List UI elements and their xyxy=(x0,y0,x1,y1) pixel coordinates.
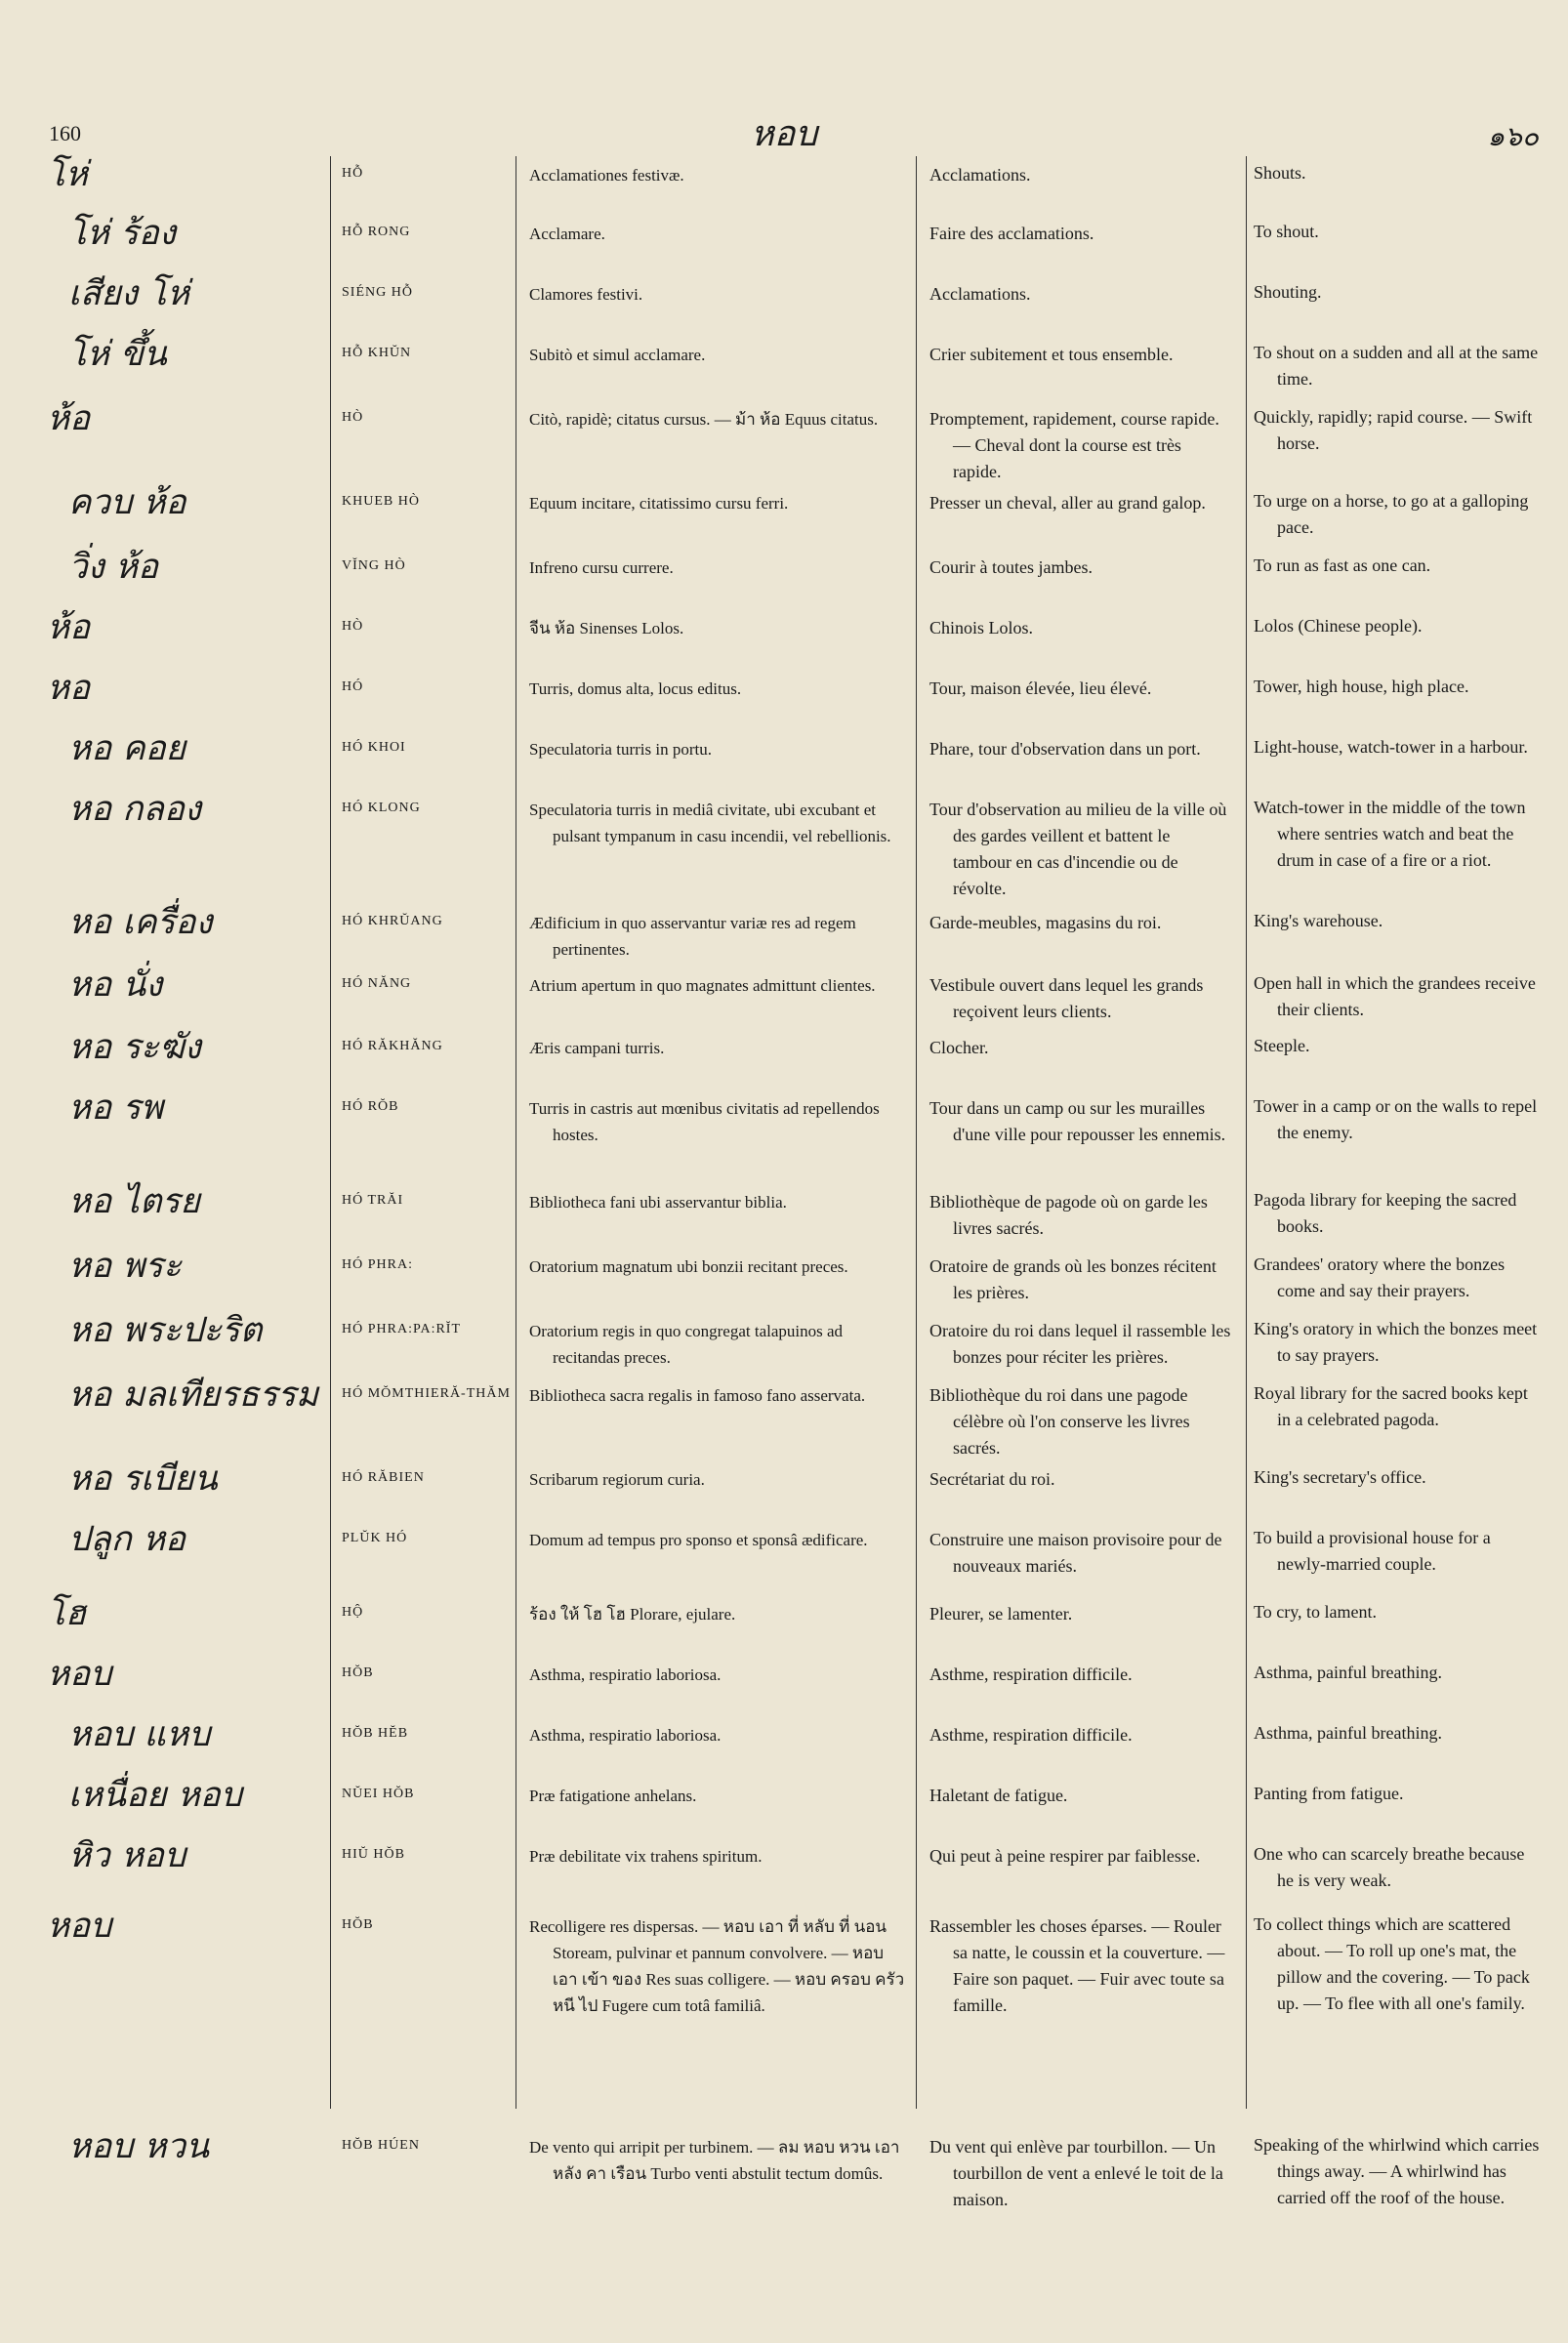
entry-latin-definition: Bibliotheca fani ubi asservantur biblia. xyxy=(529,1193,787,1212)
entry-latin-definition: Acclamationes festivæ. xyxy=(529,166,684,185)
entry-thai-headword: หอบ หวน xyxy=(68,2127,210,2166)
entry-latin-definition: Bibliotheca sacra regalis in famoso fano asservata. xyxy=(529,1386,866,1405)
dictionary-entry xyxy=(0,1646,1568,1706)
entry-latin-definition: Præ fatigatione anhelans. xyxy=(529,1787,697,1805)
entry-latin-definition: ร้อง ให้ โฮ โฮ Plorare, ejulare. xyxy=(529,1605,736,1624)
entry-thai-headword: หิว หอบ xyxy=(68,1836,186,1875)
entry-french-definition: Du vent qui enlève par tourbillon. — Un tourbillon de vent a enlevé le toit de la maison. xyxy=(929,2137,1223,2209)
entry-english-definition: Panting from fatigue. xyxy=(1254,1784,1404,1803)
entry-romanization: HÒ xyxy=(342,619,364,634)
entry-latin-definition: Speculatoria turris in mediâ civitate, ubi excubant et pulsant tympanum in casu incendii, vel rebellionis. xyxy=(529,801,891,845)
entry-english-definition: Tower, high house, high place. xyxy=(1254,677,1469,696)
entry-thai-headword: หอ พระปะริต xyxy=(68,1311,263,1350)
entry-thai-headword: ห้อ xyxy=(47,608,91,647)
entry-latin-definition: Turris in castris aut mœnibus civitatis ad repellendos hostes. xyxy=(529,1099,880,1144)
entry-french-definition: Chinois Lolos. xyxy=(929,618,1034,637)
entry-latin-definition: Clamores festivi. xyxy=(529,285,643,304)
dictionary-entry xyxy=(0,1302,1568,1367)
entry-french-definition: Faire des acclamations. xyxy=(929,224,1094,243)
page-number-thai: ๑๖๐ xyxy=(1487,120,1539,152)
dictionary-entry xyxy=(0,720,1568,781)
entry-french-definition: Tour dans un camp ou sur les murailles d'une ville pour repousser les ennemis. xyxy=(929,1098,1226,1144)
running-headword: หอบ xyxy=(750,114,818,154)
entry-english-definition: King's oratory in which the bonzes meet to say prayers. xyxy=(1254,1319,1538,1365)
dictionary-entry xyxy=(0,1451,1568,1511)
entry-thai-headword: หอ ไตรย xyxy=(68,1182,200,1221)
entry-thai-headword: โห่ ร้อง xyxy=(68,214,176,253)
page-number: 160 xyxy=(49,121,81,145)
entry-latin-definition: Citò, rapidè; citatus cursus. — ม้า ห้อ Equus citatus. xyxy=(529,410,879,429)
dictionary-entry xyxy=(0,1585,1568,1646)
dictionary-entry xyxy=(0,205,1568,266)
entry-french-definition: Tour d'observation au milieu de la ville où des gardes veillent et battent le tambour en cas d'incendie ou de révolte. xyxy=(929,800,1227,898)
entry-list xyxy=(0,146,1568,2232)
entry-latin-definition: Oratorium magnatum ubi bonzii recitant preces. xyxy=(529,1257,848,1276)
dictionary-entry xyxy=(0,146,1568,205)
entry-english-definition: To run as fast as one can. xyxy=(1254,555,1431,575)
entry-thai-headword: ควบ ห้อ xyxy=(68,483,186,522)
entry-french-definition: Secrétariat du roi. xyxy=(929,1469,1055,1489)
entry-english-definition: Asthma, painful breathing. xyxy=(1254,1723,1442,1743)
entry-english-definition: Royal library for the sacred books kept in a celebrated pagoda. xyxy=(1254,1383,1528,1429)
entry-romanization: HIŬ HŎB xyxy=(342,1847,405,1862)
entry-english-definition: Grandees' oratory where the bonzes come and say their prayers. xyxy=(1254,1254,1506,1300)
entry-thai-headword: หอ เครื่อง xyxy=(68,903,213,942)
entry-latin-definition: Acclamare. xyxy=(529,225,605,243)
entry-english-definition: One who can scarcely breathe because he is very weak. xyxy=(1254,1844,1525,1890)
entry-english-definition: To cry, to lament. xyxy=(1254,1602,1378,1622)
dictionary-entry xyxy=(0,1019,1568,1080)
entry-thai-headword: หอ xyxy=(47,669,91,708)
entry-romanization: HÓ MŎMTHIERĂ-THĂM xyxy=(342,1386,511,1401)
entry-romanization: HÓ KHOI xyxy=(342,740,406,755)
entry-french-definition: Pleurer, se lamenter. xyxy=(929,1604,1073,1624)
dictionary-entry xyxy=(0,1767,1568,1828)
entry-romanization: HÒ xyxy=(342,410,364,425)
entry-romanization: HỖ RONG xyxy=(342,225,411,239)
entry-thai-headword: หอ รเบียน xyxy=(68,1459,218,1499)
entry-thai-headword: หอ รพ xyxy=(68,1089,164,1128)
entry-english-definition: Shouts. xyxy=(1254,163,1306,183)
entry-latin-definition: De vento qui arripit per turbinem. — ลม หอบ หวน เอา หลัง คา เรือน Turbo venti abstulit tectum domûs. xyxy=(529,2138,900,2183)
entry-romanization: HÓ PHRA:PA:RĬT xyxy=(342,1322,462,1336)
dictionary-entry xyxy=(0,1706,1568,1767)
entry-thai-headword: ปลูก หอ xyxy=(68,1520,186,1559)
dictionary-entry xyxy=(0,2118,1568,2232)
entry-english-definition: Asthma, painful breathing. xyxy=(1254,1663,1442,1682)
entry-english-definition: To urge on a horse, to go at a galloping pace. xyxy=(1254,491,1529,537)
entry-romanization: HỖ KHŬN xyxy=(342,346,412,360)
entry-english-definition: Pagoda library for keeping the sacred books. xyxy=(1254,1190,1517,1236)
entry-english-definition: To collect things which are scattered about. — To roll up one's mat, the pillow and the covering. — To pack up. — To flee with all one's family. xyxy=(1254,1914,1530,2013)
entry-latin-definition: Asthma, respiratio laboriosa. xyxy=(529,1665,722,1684)
entry-french-definition: Phare, tour d'observation dans un port. xyxy=(929,739,1201,759)
entry-thai-headword: โห่ ขึ้น xyxy=(68,335,167,374)
dictionary-entry xyxy=(0,599,1568,660)
entry-english-definition: Lolos (Chinese people). xyxy=(1254,616,1423,636)
entry-thai-headword: หอ นั่ง xyxy=(68,966,163,1005)
entry-english-definition: King's warehouse. xyxy=(1254,911,1383,930)
entry-romanization: SIÉNG HỖ xyxy=(342,285,413,300)
entry-french-definition: Presser un cheval, aller au grand galop. xyxy=(929,493,1206,513)
entry-thai-headword: เหนื่อย หอบ xyxy=(68,1776,242,1815)
entry-romanization: HÓ NĂNG xyxy=(342,976,412,991)
dictionary-entry xyxy=(0,266,1568,326)
entry-latin-definition: Infreno cursu currere. xyxy=(529,558,674,577)
entry-english-definition: Tower in a camp or on the walls to repel the enemy. xyxy=(1254,1096,1538,1142)
entry-latin-definition: Præ debilitate vix trahens spiritum. xyxy=(529,1847,763,1866)
dictionary-entry xyxy=(0,781,1568,898)
entry-thai-headword: หอ ระฆัง xyxy=(68,1028,201,1067)
entry-thai-headword: โห่ xyxy=(47,155,88,194)
entry-latin-definition: Oratorium regis in quo congregat talapuinos ad recitandas preces. xyxy=(529,1322,844,1367)
entry-romanization: HÓ TRĂI xyxy=(342,1193,404,1208)
entry-english-definition: King's secretary's office. xyxy=(1254,1467,1426,1487)
dictionary-entry xyxy=(0,1080,1568,1173)
dictionary-entry xyxy=(0,1511,1568,1585)
entry-english-definition: Shouting. xyxy=(1254,282,1322,302)
entry-latin-definition: Ædificium in quo asservantur variæ res ad regem pertinentes. xyxy=(529,914,856,959)
entry-romanization: HÓ RĂBIEN xyxy=(342,1470,425,1485)
dictionary-entry xyxy=(0,660,1568,720)
entry-english-definition: To build a provisional house for a newly-married couple. xyxy=(1254,1528,1491,1574)
entry-thai-headword: หอ พระ xyxy=(68,1247,182,1286)
entry-romanization: KHUEB HÒ xyxy=(342,494,420,509)
entry-thai-headword: วิ่ง ห้อ xyxy=(68,548,158,587)
dictionary-entry xyxy=(0,957,1568,1019)
entry-thai-headword: หอ กลอง xyxy=(68,790,201,829)
entry-french-definition: Asthme, respiration difficile. xyxy=(929,1725,1133,1745)
entry-english-definition: To shout on a sudden and all at the same time. xyxy=(1254,343,1539,389)
entry-french-definition: Acclamations. xyxy=(929,165,1031,185)
entry-romanization: HÓ PHRA: xyxy=(342,1257,413,1272)
entry-french-definition: Rassembler les choses éparses. — Rouler sa natte, le coussin et la couverture. — Faire son paquet. — Fuir avec toute sa famille. xyxy=(929,1916,1225,2015)
entry-romanization: HŎB HÚEN xyxy=(342,2138,420,2153)
entry-french-definition: Construire une maison provisoire pour de nouveaux mariés. xyxy=(929,1530,1222,1576)
entry-romanization: HŎB xyxy=(342,1917,374,1932)
entry-latin-definition: Scribarum regiorum curia. xyxy=(529,1470,705,1489)
entry-french-definition: Tour, maison élevée, lieu élevé. xyxy=(929,678,1152,698)
entry-thai-headword: หอบ xyxy=(47,1907,112,1946)
dictionary-entry xyxy=(0,894,1568,957)
dictionary-entry xyxy=(0,326,1568,390)
entry-romanization: NŬEI HŎB xyxy=(342,1787,415,1801)
entry-thai-headword: เสียง โห่ xyxy=(68,274,189,313)
entry-romanization: HÓ RŎB xyxy=(342,1099,399,1114)
entry-french-definition: Haletant de fatigue. xyxy=(929,1786,1068,1805)
dictionary-entry xyxy=(0,1898,1568,2118)
entry-latin-definition: Atrium apertum in quo magnates admittunt clientes. xyxy=(529,976,876,995)
entry-english-definition: Open hall in which the grandees receive their clients. xyxy=(1254,973,1536,1019)
dictionary-entry xyxy=(0,390,1568,481)
entry-french-definition: Vestibule ouvert dans lequel les grands reçoivent leurs clients. xyxy=(929,975,1204,1021)
entry-english-definition: Steeple. xyxy=(1254,1036,1310,1055)
entry-thai-headword: หอบ xyxy=(47,1655,112,1694)
entry-english-definition: Speaking of the whirlwind which carries things away. — A whirlwind has carried off the roof of the house. xyxy=(1254,2135,1540,2207)
entry-romanization: HÓ KLONG xyxy=(342,801,421,815)
entry-english-definition: Quickly, rapidly; rapid course. — Swift horse. xyxy=(1254,407,1533,453)
entry-latin-definition: Domum ad tempus pro sponso et sponsâ ædificare. xyxy=(529,1531,868,1549)
entry-romanization: HÓ RĂKHĂNG xyxy=(342,1039,443,1053)
entry-latin-definition: Speculatoria turris in portu. xyxy=(529,740,712,759)
entry-thai-headword: หอบ แหบ xyxy=(68,1715,211,1754)
entry-french-definition: Garde-meubles, magasins du roi. xyxy=(929,913,1162,932)
entry-french-definition: Bibliothèque du roi dans une pagode célèbre où l'on conserve les livres sacrés. xyxy=(929,1385,1190,1458)
dictionary-entry xyxy=(0,1828,1568,1898)
entry-romanization: HŎB xyxy=(342,1665,374,1680)
entry-latin-definition: Recolligere res dispersas. — หอบ เอา ที่ หลับ ที่ นอน Stoream, pulvinar et pannum convolvere. — หอบ เอา เข้า ของ Res suas colligere. — หอบ ครอบ ครัว หนี ไป Fugere cum totâ familiâ. xyxy=(529,1917,905,2015)
entry-latin-definition: Turris, domus alta, locus editus. xyxy=(529,679,742,698)
entry-romanization: HÓ KHRŬANG xyxy=(342,914,443,928)
entry-romanization: HỖ xyxy=(342,166,364,181)
entry-english-definition: Light-house, watch-tower in a harbour. xyxy=(1254,737,1528,757)
entry-thai-headword: โฮ xyxy=(47,1594,87,1633)
entry-french-definition: Promptement, rapidement, course rapide. — Cheval dont la course est très rapide. xyxy=(929,409,1219,481)
entry-english-definition: To shout. xyxy=(1254,222,1319,241)
dictionary-entry xyxy=(0,539,1568,599)
dictionary-entry xyxy=(0,1173,1568,1238)
entry-latin-definition: Subitò et simul acclamare. xyxy=(529,346,706,364)
entry-romanization: HÓ xyxy=(342,679,364,694)
dictionary-entry xyxy=(0,1238,1568,1302)
entry-romanization: PLŬK HÓ xyxy=(342,1531,408,1545)
entry-french-definition: Crier subitement et tous ensemble. xyxy=(929,345,1174,364)
entry-french-definition: Qui peut à peine respirer par faiblesse. xyxy=(929,1846,1201,1866)
entry-romanization: HỘ xyxy=(342,1605,364,1620)
entry-english-definition: Watch-tower in the middle of the town where sentries watch and beat the drum in case of a fire or a riot. xyxy=(1254,798,1526,870)
entry-french-definition: Asthme, respiration difficile. xyxy=(929,1665,1133,1684)
entry-thai-headword: หอ คอย xyxy=(68,729,186,768)
entry-french-definition: Oratoire de grands où les bonzes récitent les prières. xyxy=(929,1256,1217,1302)
entry-romanization: HŎB HĔB xyxy=(342,1726,409,1741)
entry-french-definition: Acclamations. xyxy=(929,284,1031,304)
entry-latin-definition: Equum incitare, citatissimo cursu ferri. xyxy=(529,494,789,513)
entry-french-definition: Clocher. xyxy=(929,1038,989,1057)
entry-latin-definition: จีน ห้อ Sinenses Lolos. xyxy=(529,619,684,637)
entry-thai-headword: ห้อ xyxy=(47,399,91,438)
entry-thai-headword: หอ มลเทียรธรรม xyxy=(68,1376,319,1415)
entry-latin-definition: Asthma, respiratio laboriosa. xyxy=(529,1726,722,1745)
entry-french-definition: Bibliothèque de pagode où on garde les livres sacrés. xyxy=(929,1192,1208,1238)
entry-latin-definition: Æris campani turris. xyxy=(529,1039,665,1057)
entry-french-definition: Oratoire du roi dans lequel il rassemble les bonzes pour réciter les prières. xyxy=(929,1321,1231,1367)
dictionary-entry xyxy=(0,1367,1568,1458)
entry-french-definition: Courir à toutes jambes. xyxy=(929,557,1093,577)
dictionary-entry xyxy=(0,474,1568,539)
entry-romanization: VĬNG HÒ xyxy=(342,558,406,573)
